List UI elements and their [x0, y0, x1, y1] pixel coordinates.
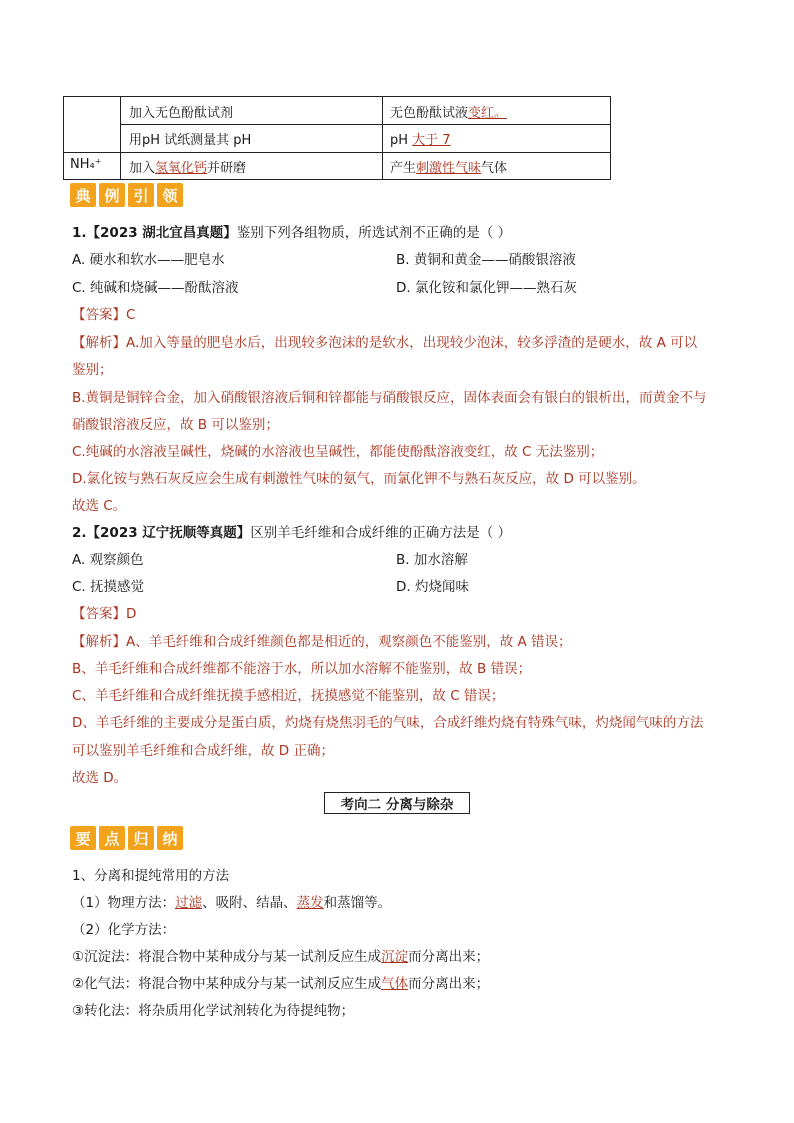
q2-option-a: A. 观察颜色 — [72, 552, 144, 568]
table-cell-result-2: pH 大于 7 — [390, 133, 451, 148]
q1-analysis-line: 硝酸银溶液反应，故 B 可以鉴别； — [72, 417, 279, 433]
table-cell-result-1: 无色酚酞试液变红。 — [390, 106, 508, 121]
table-cell-reagent-3: NH₄⁺ — [70, 157, 102, 172]
summary-method-2: ②化气法：将混合物中某种成分与某一试剂反应生成气体而分离出来； — [72, 976, 490, 992]
q1-analysis-line: C.纯碱的水溶液呈碱性，烧碱的水溶液也呈碱性，都能使酚酞溶液变红，故 C 无法鉴别； — [72, 444, 604, 460]
heading-char: 点 — [99, 826, 125, 850]
summary-method-3: ③转化法：将杂质用化学试剂转化为待提纯物； — [72, 1003, 355, 1019]
q2-analysis-line: C、羊毛纤维和合成纤维抚摸手感相近，抚摸感觉不能鉴别，故 C 错误； — [72, 688, 505, 704]
summary-heading: 1、分离和提纯常用的方法 — [72, 868, 230, 884]
summary-method-1: ①沉淀法：将混合物中某种成分与某一试剂反应生成沉淀而分离出来； — [72, 949, 490, 965]
summary-physical: （1）物理方法：过滤、吸附、结晶、蒸发和蒸馏等。 — [72, 895, 392, 911]
q1-analysis-line: 【解析】A.加入等量的肥皂水后，出现较多泡沫的是软水，出现较少泡沫，较多浮渣的是硬水，故 A 可以 — [72, 335, 698, 351]
summary-chemical: （2）化学方法： — [72, 922, 176, 938]
heading-char: 例 — [99, 183, 125, 207]
question-2-stem: 2.【2023 辽宁抚顺等真题】区别羊毛纤维和合成纤维的正确方法是（ ） — [72, 525, 512, 541]
q2-analysis-line: 故选 D。 — [72, 770, 128, 786]
q1-analysis-line: 故选 C。 — [72, 498, 127, 514]
q2-analysis-line: B、羊毛纤维和合成纤维都不能溶于水，所以加水溶解不能鉴别，故 B 错误； — [72, 661, 532, 677]
reagent-table — [63, 96, 611, 180]
section-heading-examples — [70, 183, 183, 207]
table-cell-method-3: 加入氢氧化钙并研磨 — [129, 161, 247, 176]
q2-option-b: B. 加水溶解 — [396, 552, 468, 568]
q2-option-c: C. 抚摸感觉 — [72, 579, 145, 595]
heading-char: 典 — [70, 183, 96, 207]
q1-answer: 【答案】C — [72, 307, 136, 323]
q1-option-c: C. 纯碱和烧碱——酚酞溶液 — [72, 280, 239, 296]
question-1-stem: 1.【2023 湖北宜昌真题】鉴别下列各组物质，所选试剂不正确的是（ ） — [72, 225, 512, 241]
heading-char: 引 — [128, 183, 154, 207]
heading-char: 归 — [128, 826, 154, 850]
q2-answer: 【答案】D — [72, 606, 137, 622]
table-cell-method-1: 加入无色酚酞试剂 — [129, 106, 234, 121]
q1-option-a: A. 硬水和软水——肥皂水 — [72, 252, 225, 268]
q2-analysis-line: 可以鉴别羊毛纤维和合成纤维，故 D 正确； — [72, 743, 334, 759]
table-cell-method-2: 用pH 试纸测量其 pH — [129, 133, 252, 148]
heading-char: 领 — [157, 183, 183, 207]
heading-char: 纳 — [157, 826, 183, 850]
table-cell-result-3: 产生刺激性气味气体 — [390, 161, 508, 176]
q1-analysis-line: D.氯化铵与熟石灰反应会生成有刺激性气味的氨气，而氯化钾不与熟石灰反应，故 D 可以鉴别。 — [72, 471, 646, 487]
q1-option-b: B. 黄铜和黄金——硝酸银溶液 — [396, 252, 576, 268]
q1-analysis-line: 鉴别； — [72, 362, 113, 378]
section-heading-summary — [70, 826, 183, 850]
q2-analysis-line: 【解析】A、羊毛纤维和合成纤维颜色都是相近的，观察颜色不能鉴别，故 A 错误； — [72, 634, 572, 650]
q2-analysis-line: D、羊毛纤维的主要成分是蛋白质，灼烧有烧焦羽毛的气味，合成纤维灼烧有特殊气味，灼烧闻气味的方法 — [72, 715, 704, 731]
q1-option-d: D. 氯化铵和氯化钾——熟石灰 — [396, 280, 577, 296]
q2-option-d: D. 灼烧闻味 — [396, 579, 469, 595]
heading-char: 要 — [70, 826, 96, 850]
q1-analysis-line: B.黄铜是铜锌合金，加入硝酸银溶液后铜和锌都能与硝酸银反应，固体表面会有银白的银析出，而黄金不与 — [72, 390, 707, 406]
section-title-separation: 考向二 分离与除杂 — [324, 792, 470, 814]
